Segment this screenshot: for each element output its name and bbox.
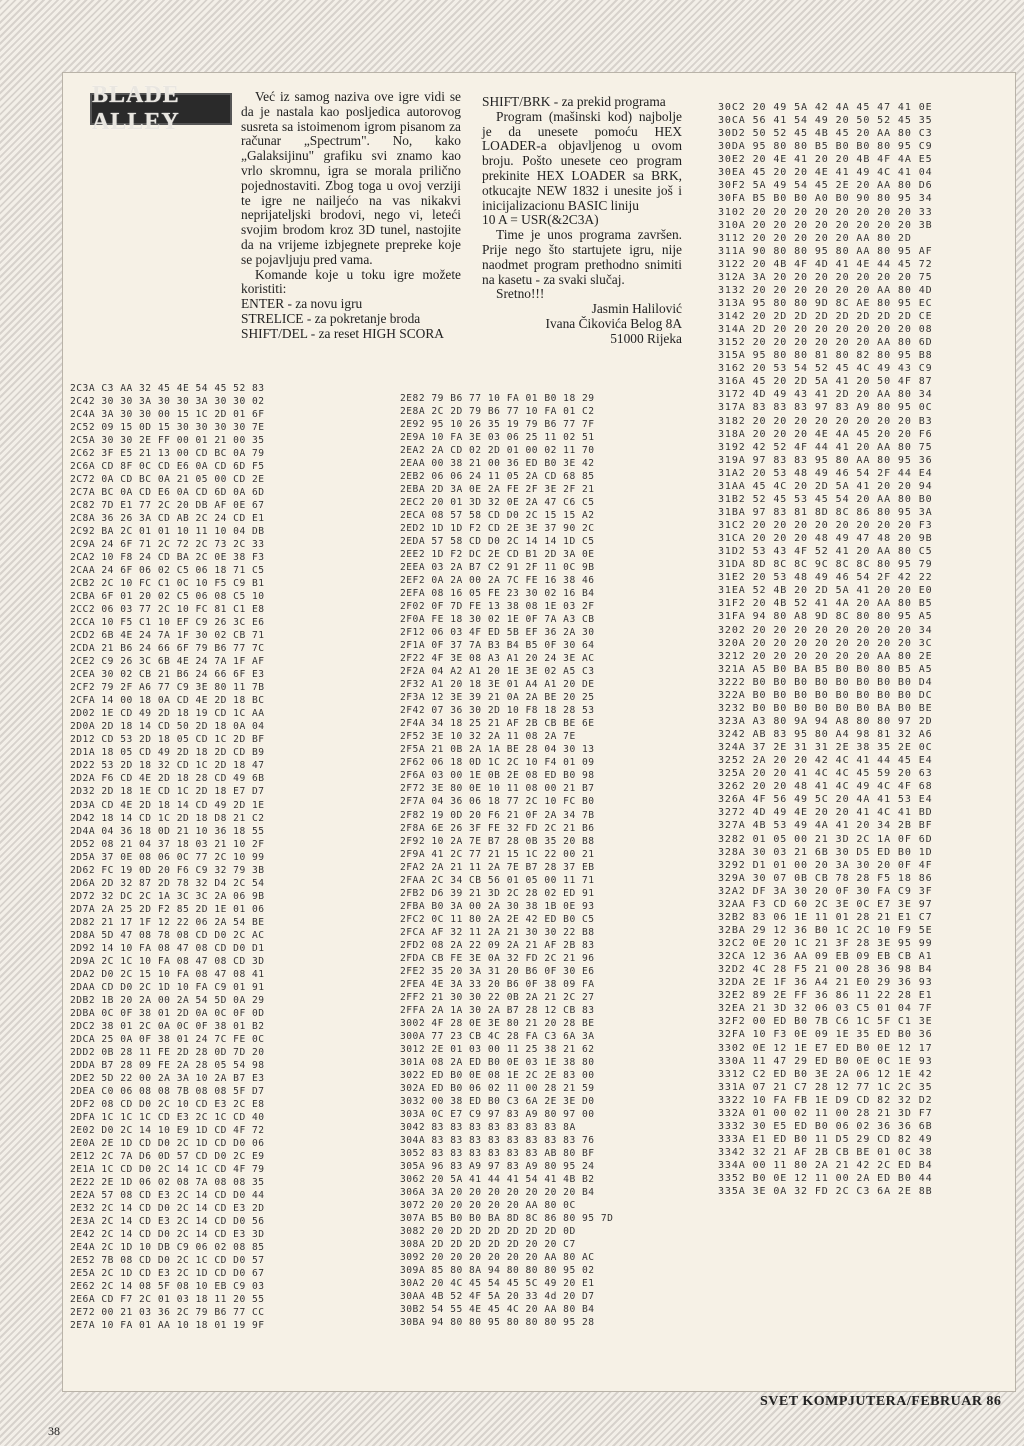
hex-line: 2E4A 2C 1D 10 DB C9 06 02 08 85	[70, 1242, 265, 1254]
hex-line: 2DF2 08 CD D0 2C 10 CD E3 2C E8	[70, 1098, 265, 1110]
hex-line: 2EE2 1D F2 DC 2E CD B1 2D 3A 0E	[400, 549, 595, 561]
hex-line: 2D12 CD 53 2D 18 05 CD 1C 2D BF	[70, 734, 265, 746]
hex-line: 31D2 53 43 4F 52 41 20 AA 80 C5	[718, 546, 933, 558]
hex-line: 321A A5 B0 BA B5 B0 B0 80 B5 A5	[718, 663, 933, 675]
hex-line: 31CA 20 20 20 48 49 47 48 20 9B	[718, 533, 933, 545]
hex-line: 2D02 1E CD 49 2D 18 19 CD 1C AA	[70, 708, 265, 720]
hex-line: 2E82 79 B6 77 10 FA 01 B0 18 29	[400, 393, 595, 404]
hex-line: 2DFA 1C 1C 1C CD E3 2C 1C CD 40	[70, 1111, 265, 1123]
hex-line: 2C7A BC 0A CD E6 0A CD 6D 0A 6D	[70, 487, 265, 499]
hex-line: 30AA 4B 52 4F 5A 20 33 4d 20 D7	[400, 1291, 595, 1303]
hex-line: 30D2 50 52 45 4B 45 20 AA 80 C3	[718, 128, 933, 140]
hex-line: 2DEA C0 06 08 08 7B 08 08 5F D7	[70, 1085, 265, 1097]
hex-line: 2D4A 04 36 18 0D 21 10 36 18 55	[70, 825, 265, 837]
hex-line: 2F0A FE 18 30 02 1E 0F 7A A3 CB	[400, 614, 595, 626]
hex-line: 314A 2D 20 20 20 20 20 20 20 08	[718, 324, 933, 336]
loader-paragraph: Program (mašinski kod) najbolje je da unesete pomoću HEX LOADER-a objavljenog u ovom broju. Pošto unesete ceo program prekinite HEX LOADER sa BRK, otkucajte NEW 1832 i unesite još i inicijalizacionu BASIC liniju	[482, 108, 682, 213]
hex-line: 2CA2 10 F8 24 CD BA 2C 0E 38 F3	[70, 552, 265, 564]
hex-line: 3182 20 20 20 20 20 20 20 20 B3	[718, 415, 933, 427]
magazine-footer: SVET KOMPJUTERA/FEBRUAR 86	[760, 1394, 1002, 1409]
hex-line: 3312 C2 ED B0 3E 2A 06 12 1E 42	[718, 1068, 933, 1080]
hex-line: 309A 85 80 8A 94 80 80 80 95 02	[400, 1265, 595, 1277]
hex-line: 2C52 09 15 0D 15 30 30 30 30 7E	[70, 422, 265, 434]
hex-line: 2E3A 2C 14 CD E3 2C 14 CD D0 56	[70, 1216, 265, 1227]
article-title: BLADE ALLEY	[92, 82, 230, 136]
hex-line: 3262 20 20 48 41 4C 49 4C 4F 68	[718, 781, 933, 793]
hex-line: 31E2 20 53 48 49 46 54 2F 42 22	[718, 572, 933, 584]
hex-line: 2DCA 25 0A 0F 38 01 24 7C FE 0C	[70, 1033, 265, 1045]
hex-line: 2F62 06 18 0D 1C 2C 10 F4 01 09	[400, 757, 595, 769]
hex-line: 326A 4F 56 49 5C 20 4A 41 53 E4	[718, 794, 933, 806]
hex-line: 2D7A 2A 25 2D F2 85 2D 1E 01 06	[70, 903, 265, 915]
hex-line: 2E42 2C 14 CD D0 2C 14 CD E3 3D	[70, 1229, 265, 1241]
hex-line: 3122 20 4B 4F 4D 41 4E 44 45 72	[718, 258, 933, 270]
hex-line: 317A 83 83 83 97 83 A9 80 95 0C	[718, 402, 933, 414]
hex-line: 322A B0 B0 B0 B0 B0 B0 B0 B0 DC	[718, 689, 933, 701]
command-enter: ENTER - za novu igru	[241, 296, 363, 312]
hex-line: 32FA 10 F3 0E 09 1E 35 ED B0 36	[718, 1029, 933, 1041]
hex-line: 2F7A 04 36 06 18 77 2C 10 FC B0	[400, 796, 595, 808]
hex-line: 2E6A CD F7 2C 01 03 18 11 20 55	[70, 1294, 265, 1306]
hex-line: 2FDA CB FE 3E 0A 32 FD 2C 21 96	[400, 952, 595, 964]
hex-line: 32EA 21 3D 32 06 03 C5 01 04 7F	[718, 1003, 933, 1015]
hex-line: 2F5A 21 0B 2A 1A BE 28 04 30 13	[400, 744, 595, 756]
hex-line: 2CCA 10 F5 C1 10 EF C9 26 3C E6	[70, 617, 265, 629]
hex-line: 31FA 94 80 A8 9D 8C 80 80 95 A5	[718, 611, 933, 623]
hex-line: 2FB2 D6 39 21 3D 2C 28 02 ED 91	[400, 887, 595, 899]
hex-line: 2E92 95 10 26 35 19 79 B6 77 7F	[400, 419, 595, 431]
hex-line: 2FA2 2A 21 11 2A 7E B7 28 37 EB	[400, 861, 595, 873]
page-number: 38	[48, 1424, 60, 1438]
command-shift-del: SHIFT/DEL - za reset HIGH SCORA	[241, 325, 444, 341]
hex-line: 324A 37 2E 31 31 2E 38 35 2E 0C	[718, 742, 933, 754]
hex-line: 2F6A 03 00 1E 0B 2E 08 ED B0 98	[400, 770, 595, 782]
hex-line: 319A 97 83 83 95 80 AA 80 95 36	[718, 454, 933, 466]
hex-line: 31DA 8D 8C 8C 9C 8C 8C 80 95 79	[718, 559, 933, 571]
hex-line: 32CA 12 36 AA 09 EB 09 EB CB A1	[718, 951, 933, 963]
hex-line: 30FA B5 B0 B0 A0 B0 90 80 95 34	[718, 193, 933, 205]
hex-line: 2D72 32 DC 2C 1A 3C 3C 2A 06 9B	[70, 890, 265, 902]
hex-line: 3112 20 20 20 20 20 AA 80 2D	[718, 232, 912, 244]
hex-line: 32AA F3 CD 60 2C 3E 0C E7 3E 97	[718, 898, 933, 910]
hex-line: 301A 08 2A ED B0 0E 03 1E 38 80	[400, 1056, 595, 1068]
hex-line: 31A2 20 53 48 49 46 54 2F 44 E4	[718, 467, 933, 479]
hex-line: 300A 77 23 CB 4C 28 FA C3 6A 3A	[400, 1030, 595, 1042]
hex-line: 2EB2 06 06 24 11 05 2A CD 68 85	[400, 471, 595, 483]
hex-line: 2C4A 3A 30 30 00 15 1C 2D 01 6F	[70, 409, 265, 421]
hex-line: 30A2 20 4C 45 54 45 5C 49 20 E1	[400, 1278, 595, 1290]
hex-line: 2EFA 08 16 05 FE 23 30 02 16 B4	[400, 588, 595, 600]
hex-line: 2D92 14 10 FA 08 47 08 CD D0 D1	[70, 942, 265, 954]
hex-line: 2E8A 2C 2D 79 B6 77 10 FA 01 C2	[400, 406, 595, 418]
basic-line: 10 A = USR(&2C3A)	[482, 212, 599, 228]
hex-line: 2FF2 21 30 30 22 0B 2A 21 2C 27	[400, 991, 595, 1003]
hex-line: 31F2 20 4B 52 41 4A 20 AA 80 B5	[718, 598, 933, 610]
hex-line: 2D22 53 2D 18 32 CD 1C 2D 18 47	[70, 760, 265, 772]
hex-line: 2CEA 30 02 CB 21 B6 24 66 6F E3	[70, 669, 265, 681]
hex-line: 2DB2 1B 20 2A 00 2A 54 5D 0A 29	[70, 994, 265, 1006]
hex-line: 2F72 3E 80 0E 10 11 08 00 21 B7	[400, 783, 595, 795]
hex-line: 306A 3A 20 20 20 20 20 20 20 B4	[400, 1186, 595, 1198]
author-city: 51000 Rijeka	[610, 330, 682, 346]
hex-line: 2F82 19 0D 20 F6 21 0F 2A 34 7B	[400, 809, 595, 821]
hex-line: 2CDA 21 B6 24 66 6F 79 B6 77 7C	[70, 643, 265, 655]
hex-line: 3142 20 2D 2D 2D 2D 2D 2D 2D CE	[718, 311, 933, 322]
hex-line: 2C72 0A CD BC 0A 21 05 00 CD 2E	[70, 474, 265, 486]
hex-line: 2F02 0F 7D FE 13 38 08 1E 03 2F	[400, 601, 595, 613]
hex-line: 2F92 10 2A 7E B7 28 0B 35 20 B8	[400, 835, 595, 847]
hex-line: 2CC2 06 03 77 2C 10 FC 81 C1 E8	[70, 604, 265, 616]
hex-line: 30DA 95 80 80 B5 B0 B0 80 95 C9	[718, 141, 933, 153]
hex-line: 30C2 20 49 5A 42 4A 45 47 41 0E	[718, 102, 933, 113]
hex-line: 30CA 56 41 54 49 20 50 52 45 35	[718, 115, 933, 127]
hex-line: 2E5A 2C 1D CD E3 2C 1D CD D0 67	[70, 1268, 265, 1280]
hex-line: 2D42 18 14 CD 1C 2D 18 D8 21 C2	[70, 812, 265, 824]
hex-line: 3082 20 2D 2D 2D 2D 2D 2D 0D	[400, 1226, 576, 1237]
hex-line: 323A A3 80 9A 94 A8 80 80 97 2D	[718, 715, 933, 727]
article-column-1	[241, 90, 461, 342]
hex-line: 325A 20 20 41 4C 4C 45 59 20 63	[718, 768, 933, 780]
hex-line: 315A 95 80 80 81 80 82 80 95 B8	[718, 350, 933, 362]
hex-line: 2CFA 14 00 18 0A CD 4E 2D 18 BC	[70, 695, 265, 707]
good-luck: Sretno!!!	[496, 286, 545, 302]
hex-line: 2C82 7D E1 77 2C 20 DB AF 0E 67	[70, 500, 265, 512]
hex-line: 2F12 06 03 4F ED 5B EF 36 2A 30	[400, 627, 595, 639]
hex-line: 318A 20 20 20 4E 4A 45 20 20 F6	[718, 428, 933, 440]
hex-line: 3002 4F 28 0E 3E 80 21 20 28 BE	[400, 1017, 595, 1029]
hex-line: 2D9A 2C 1C 10 FA 08 47 08 CD 3D	[70, 955, 265, 967]
hex-line: 2F8A 6E 26 3F FE 32 FD 2C 21 B6	[400, 822, 595, 834]
hex-line: 2D3A CD 4E 2D 18 14 CD 49 2D 1E	[70, 799, 265, 811]
hex-line: 2C62 3F E5 21 13 00 CD BC 0A 79	[70, 448, 265, 460]
hex-line: 2DA2 D0 2C 15 10 FA 08 47 08 41	[70, 968, 265, 980]
hex-line: 30B2 54 55 4E 45 4C 20 AA 80 B4	[400, 1304, 595, 1316]
hex-line: 2D32 2D 18 1E CD 1C 2D 18 E7 D7	[70, 786, 265, 798]
hex-line: 2D1A 18 05 CD 49 2D 18 2D CD B9	[70, 747, 265, 759]
hex-line: 3152 20 20 20 20 20 20 AA 80 6D	[718, 337, 933, 349]
hex-listing-column-1	[70, 382, 265, 1332]
hex-line: 2E12 2C 7A D6 0D 57 CD D0 2C E9	[70, 1150, 265, 1162]
hex-line: 304A 83 83 83 83 83 83 83 83 76	[400, 1134, 595, 1146]
hex-line: 2E72 00 21 03 36 2C 79 B6 77 CC	[70, 1307, 265, 1319]
hex-line: 2E2A 57 08 CD E3 2C 14 CD D0 44	[70, 1189, 265, 1201]
commands-intro: Komande koje u toku igre možete koristiti:	[241, 266, 461, 297]
hex-line: 303A 0C E7 C9 97 83 A9 80 97 00	[400, 1108, 595, 1120]
hex-line: 2C5A 30 30 2E FF 00 01 21 00 35	[70, 435, 265, 447]
hex-line: 307A B5 B0 B0 BA 8D 8C 86 80 95 7D	[400, 1212, 614, 1224]
intro-paragraph: Već iz samog naziva ove igre vidi se da je nastala kao posljedica autorovog susreta sa istoimenom igrom pisanom za računar „Spectrum". No, kako „Galaksijinu" grafiku svi znamo kao vrlo skromnu, igra se morala prilično pojednostaviti. Zbog toga u ovoj verziji te igre ne nailjećo na vas nikakvi neprijateljski brodovi, nego vi, leteći svojim brodom kroz 3D tunel, nastojite da na vrijeme izbjegnete prepreke koje se pojavljuju pred vama.	[241, 89, 461, 267]
hex-line: 3252 2A 20 20 42 4C 41 44 45 E4	[718, 755, 933, 767]
hex-line: 2D62 FC 19 0D 20 F6 C9 32 79 3B	[70, 864, 265, 876]
article-title-box	[90, 82, 232, 135]
hex-line: 3042 83 83 83 83 83 83 83 8A	[400, 1121, 576, 1133]
hex-line: 302A ED B0 06 02 11 00 28 21 59	[400, 1082, 595, 1094]
hex-line: 2F42 07 36 30 2D 10 F8 18 28 53	[400, 705, 595, 717]
hex-line: 3352 B0 0E 12 11 00 2A ED B0 44	[718, 1173, 933, 1185]
hex-line: 31AA 45 4C 20 2D 5A 41 20 20 94	[718, 480, 933, 492]
hex-line: 2D5A 37 0E 08 06 0C 77 2C 10 99	[70, 851, 265, 863]
hex-line: 2E62 2C 14 08 5F 08 10 EB C9 03	[70, 1281, 265, 1293]
hex-line: 2FC2 0C 11 80 2A 2E 42 ED B0 C5	[400, 913, 595, 925]
hex-line: 2FE2 35 20 3A 31 20 B6 0F 30 E6	[400, 965, 595, 977]
hex-line: 2CD2 6B 4E 24 7A 1F 30 02 CB 71	[70, 630, 265, 642]
hex-line: 3232 B0 B0 B0 B0 B0 B0 BA B0 BE	[718, 702, 933, 714]
author-address: Ivana Čikovića Belog 8A	[545, 315, 682, 331]
hex-line: 32A2 DF 3A 30 20 0F 30 FA C9 3F	[718, 885, 933, 897]
hex-line: 3012 2E 01 03 00 11 25 38 21 62	[400, 1043, 595, 1055]
hex-line: 3192 42 52 4F 44 41 20 AA 80 75	[718, 441, 933, 453]
hex-line: 312A 3A 20 20 20 20 20 20 20 75	[718, 271, 933, 283]
hex-line: 3282 01 05 00 21 3D 2C 1A 0F 6D	[718, 833, 933, 845]
hex-listing-column-2	[400, 392, 613, 1329]
hex-line: 330A 11 47 29 ED B0 0E 0C 1E 93	[718, 1055, 933, 1067]
hex-line: 2CB2 2C 10 FC C1 0C 10 F5 C9 B1	[70, 578, 265, 590]
hex-line: 2EEA 03 2A B7 C2 91 2F 11 0C 9B	[400, 562, 595, 574]
hex-line: 3322 10 FA FB 1E D9 CD 82 32 D2	[718, 1094, 933, 1106]
hex-line: 30BA 94 80 80 95 80 80 80 95 28	[400, 1317, 595, 1329]
hex-line: 2DC2 38 01 2C 0A 0C 0F 38 01 B2	[70, 1020, 265, 1032]
hex-line: 2EC2 20 01 3D 32 0E 2A 47 C6 C5	[400, 497, 595, 509]
hex-line: 2F22 4F 3E 08 A3 A1 20 24 3E AC	[400, 653, 595, 665]
hex-line: 2C92 BA 2C 01 01 10 11 10 04 DB	[70, 526, 265, 538]
hex-line: 2FD2 08 2A 22 09 2A 21 AF 2B 83	[400, 939, 595, 951]
hex-line: 2F2A 04 A2 A1 20 1E 3E 02 A5 C3	[400, 666, 595, 678]
hex-line: 2F32 A1 20 18 3E 01 A4 A1 20 DE	[400, 679, 595, 691]
hex-line: 2EDA 57 58 CD D0 2C 14 14 1D C5	[400, 536, 595, 548]
author-name: Jasmin Halilović	[591, 301, 682, 317]
article-column-2	[482, 95, 682, 347]
hex-line: 2DDA B7 28 09 FE 2A 28 05 54 98	[70, 1059, 265, 1071]
hex-line: 333A E1 ED B0 11 D5 29 CD 82 49	[718, 1133, 933, 1145]
hex-listing-column-3	[718, 101, 933, 1198]
hex-line: 2F9A 41 2C 77 21 15 1C 22 00 21	[400, 848, 595, 860]
hex-line: 30E2 20 4E 41 20 20 4B 4F 4A E5	[718, 154, 933, 166]
hex-line: 335A 3E 0A 32 FD 2C C3 6A 2E 8B	[718, 1186, 933, 1198]
hex-line: 2FBA B0 3A 00 2A 30 38 1B 0E 93	[400, 900, 595, 912]
hex-line: 31EA 52 4B 20 2D 5A 41 20 20 E0	[718, 585, 933, 597]
hex-line: 310A 20 20 20 20 20 20 20 20 3B	[718, 219, 933, 231]
hex-line: 334A 00 11 80 2A 21 42 2C ED B4	[718, 1160, 933, 1172]
hex-line: 332A 01 00 02 11 00 28 21 3D F7	[718, 1107, 933, 1119]
hex-line: 2ECA 08 57 58 CD D0 2C 15 15 A2	[400, 510, 595, 522]
hex-line: 2D6A 2D 32 87 2D 78 32 D4 2C 54	[70, 877, 265, 889]
hex-line: 3102 20 20 20 20 20 20 20 20 33	[718, 206, 933, 218]
hex-line: 2D82 21 17 1F 12 22 06 2A 54 BE	[70, 916, 265, 928]
hex-line: 2F52 3E 10 32 2A 11 08 2A 7E	[400, 731, 576, 743]
hex-line: 3202 20 20 20 20 20 20 20 20 34	[718, 624, 933, 636]
hex-line: 3032 00 38 ED B0 C3 6A 2E 3E D0	[400, 1095, 595, 1107]
command-arrows: STRELICE - za pokretanje broda	[241, 310, 421, 326]
hex-line: 3302 0E 12 1E E7 ED B0 0E 12 17	[718, 1042, 933, 1054]
hex-line: 3162 20 53 54 52 45 4C 49 43 C9	[718, 363, 933, 375]
hex-line: 3212 20 20 20 20 20 20 AA 80 2E	[718, 650, 933, 662]
hex-line: 2D8A 5D 47 08 78 08 CD D0 2C AC	[70, 929, 265, 941]
hex-line: 2CF2 79 2F A6 77 C9 3E 80 11 7B	[70, 682, 265, 694]
hex-line: 30F2 5A 49 54 45 2E 20 AA 80 D6	[718, 180, 933, 192]
hex-line: 2F1A 0F 37 7A B3 B4 B5 0F 30 64	[400, 640, 595, 652]
hex-line: 2E22 2E 1D 06 02 08 7A 08 08 35	[70, 1176, 265, 1188]
hex-line: 331A 07 21 C7 28 12 77 1C 2C 35	[718, 1081, 933, 1093]
hex-line: 2EAA 00 38 21 00 36 ED B0 3E 42	[400, 458, 595, 470]
hex-line: 2DAA CD D0 2C 1D 10 FA C9 01 91	[70, 981, 265, 993]
hex-line: 31B2 52 45 53 45 54 20 AA 80 B0	[718, 493, 933, 505]
hex-line: 3062 20 5A 41 44 41 54 41 4B B2	[400, 1173, 595, 1185]
hex-line: 2F3A 12 3E 39 21 0A 2A BE 20 25	[400, 692, 595, 704]
command-shift-brk: SHIFT/BRK - za prekid programa	[482, 94, 666, 109]
hex-line: 305A 96 83 A9 97 83 A9 80 95 24	[400, 1160, 595, 1172]
hex-line: 2E9A 10 FA 3E 03 06 25 11 02 51	[400, 432, 595, 444]
save-paragraph: Time je unos programa završen. Prije nego što startujete igru, nije naodmet program prethodno snimiti na kasetu - za svaki slučaj.	[482, 227, 682, 287]
hex-line: 3172 4D 49 43 41 2D 20 AA 80 34	[718, 389, 933, 401]
hex-line: 2C3A C3 AA 32 45 4E 54 45 52 83	[70, 383, 265, 394]
hex-line: 2EBA 2D 3A 0E 2A FE 2F 3E 2F 21	[400, 484, 595, 496]
hex-line: 2FFA 2A 1A 30 2A B7 28 12 CB 83	[400, 1004, 595, 1016]
hex-line: 2E32 2C 14 CD D0 2C 14 CD E3 2D	[70, 1202, 265, 1214]
hex-line: 2DD2 0B 28 11 FE 2D 28 0D 7D 20	[70, 1046, 265, 1058]
hex-line: 3222 B0 B0 B0 B0 B0 B0 B0 B0 D4	[718, 676, 933, 688]
hex-line: 3132 20 20 20 20 20 20 AA 80 4D	[718, 284, 933, 296]
hex-line: 3052 83 83 83 83 83 83 AB 80 BF	[400, 1147, 595, 1159]
hex-line: 2C42 30 30 3A 30 30 3A 30 30 02	[70, 396, 265, 408]
hex-line: 2D0A 2D 18 14 CD 50 2D 18 0A 04	[70, 721, 265, 733]
hex-line: 2DBA 0C 0F 38 01 2D 0A 0C 0F 0D	[70, 1007, 265, 1019]
hex-line: 2DE2 5D 22 00 2A 3A 10 2A B7 E3	[70, 1072, 265, 1084]
hex-line: 32D2 4C 28 F5 21 00 28 36 98 B4	[718, 964, 933, 976]
hex-line: 2ED2 1D 1D F2 CD 2E 3E 37 90 2C	[400, 523, 595, 535]
hex-line: 2E7A 10 FA 01 AA 10 18 01 19 9F	[70, 1320, 265, 1332]
hex-line: 32B2 83 06 1E 11 01 28 21 E1 C7	[718, 911, 933, 923]
hex-line: 32F2 00 ED B0 7B C6 1C 5F C1 3E	[718, 1016, 933, 1028]
hex-line: 30EA 45 20 20 4E 41 49 4C 41 04	[718, 167, 933, 179]
hex-line: 2F4A 34 18 25 21 AF 2B CB BE 6E	[400, 718, 595, 730]
hex-line: 2C8A 36 26 3A CD AB 2C 24 CD E1	[70, 513, 265, 525]
hex-line: 313A 95 80 80 9D 8C AE 80 95 EC	[718, 297, 933, 309]
hex-line: 328A 30 03 21 6B 30 D5 ED B0 1D	[718, 846, 933, 858]
hex-line: 327A 4B 53 49 4A 41 20 34 2B BF	[718, 820, 933, 832]
hex-line: 3022 ED B0 0E 08 1E 2C 2E 83 00	[400, 1069, 595, 1081]
hex-line: 2FEA 4E 3A 33 20 B6 0F 38 09 FA	[400, 978, 595, 990]
hex-line: 311A 90 80 80 95 80 AA 80 95 AF	[718, 245, 933, 257]
hex-line: 2E52 7B 08 CD D0 2C 1C CD D0 57	[70, 1255, 265, 1267]
hex-line: 31BA 97 83 81 8D 8C 86 80 95 3A	[718, 506, 933, 518]
hex-line: 2C6A CD 8F 0C CD E6 0A CD 6D F5	[70, 461, 265, 473]
hex-line: 31C2 20 20 20 20 20 20 20 20 F3	[718, 520, 933, 531]
hex-line: 3332 30 E5 ED B0 06 02 36 36 6B	[718, 1120, 933, 1132]
hex-line: 3072 20 20 20 20 20 AA 80 0C	[400, 1199, 576, 1211]
hex-line: 2EA2 2A CD 02 2D 01 00 02 11 70	[400, 445, 595, 457]
hex-line: 2E0A 2E 1D CD D0 2C 1D CD D0 06	[70, 1137, 265, 1149]
hex-line: 2CBA 6F 01 20 02 C5 06 08 C5 10	[70, 591, 265, 603]
hex-line: 2E1A 1C CD D0 2C 14 1C CD 4F 79	[70, 1163, 265, 1175]
hex-line: 2D52 08 21 04 37 18 03 21 10 2F	[70, 838, 265, 850]
hex-line: 32DA 2E 1F 36 A4 21 E0 29 36 93	[718, 977, 933, 989]
hex-line: 3272 4D 49 4E 20 20 41 4C 41 BD	[718, 807, 933, 819]
hex-line: 2C9A 24 6F 71 2C 72 2C 73 2C 33	[70, 539, 265, 551]
hex-line: 3242 AB 83 95 80 A4 98 81 32 A6	[718, 729, 933, 740]
hex-line: 308A 2D 2D 2D 2D 2D 20 20 C7	[400, 1239, 576, 1251]
hex-line: 32E2 89 2E FF 36 86 11 22 28 E1	[718, 990, 933, 1002]
hex-line: 3342 32 21 AF 2B CB BE 01 0C 38	[718, 1147, 933, 1158]
hex-line: 2E02 D0 2C 14 10 E9 1D CD 4F 72	[70, 1124, 265, 1136]
hex-line: 32BA 29 12 36 B0 1C 2C 10 F9 5E	[718, 924, 933, 936]
hex-line: 320A 20 20 20 20 20 20 20 20 3C	[718, 637, 933, 649]
hex-line: 2EF2 0A 2A 00 2A 7C FE 16 38 46	[400, 575, 595, 587]
hex-line: 2D2A F6 CD 4E 2D 18 28 CD 49 6B	[70, 773, 265, 785]
hex-line: 2CAA 24 6F 06 02 C5 06 18 71 C5	[70, 565, 265, 577]
hex-line: 3092 20 20 20 20 20 20 AA 80 AC	[400, 1252, 595, 1264]
hex-line: 3292 D1 01 00 20 3A 30 20 0F 4F	[718, 859, 933, 871]
hex-line: 2FCA AF 32 11 2A 21 30 30 22 B8	[400, 926, 595, 938]
hex-line: 32C2 0E 20 1C 21 3F 28 3E 95 99	[718, 938, 933, 949]
hex-line: 2CE2 C9 26 3C 6B 4E 24 7A 1F AF	[70, 656, 265, 668]
hex-line: 316A 45 20 2D 5A 41 20 50 4F 87	[718, 376, 933, 388]
hex-line: 329A 30 07 0B CB 78 28 F5 18 86	[718, 872, 933, 884]
hex-line: 2FAA 2C 34 CB 56 01 05 00 11 71	[400, 874, 595, 886]
